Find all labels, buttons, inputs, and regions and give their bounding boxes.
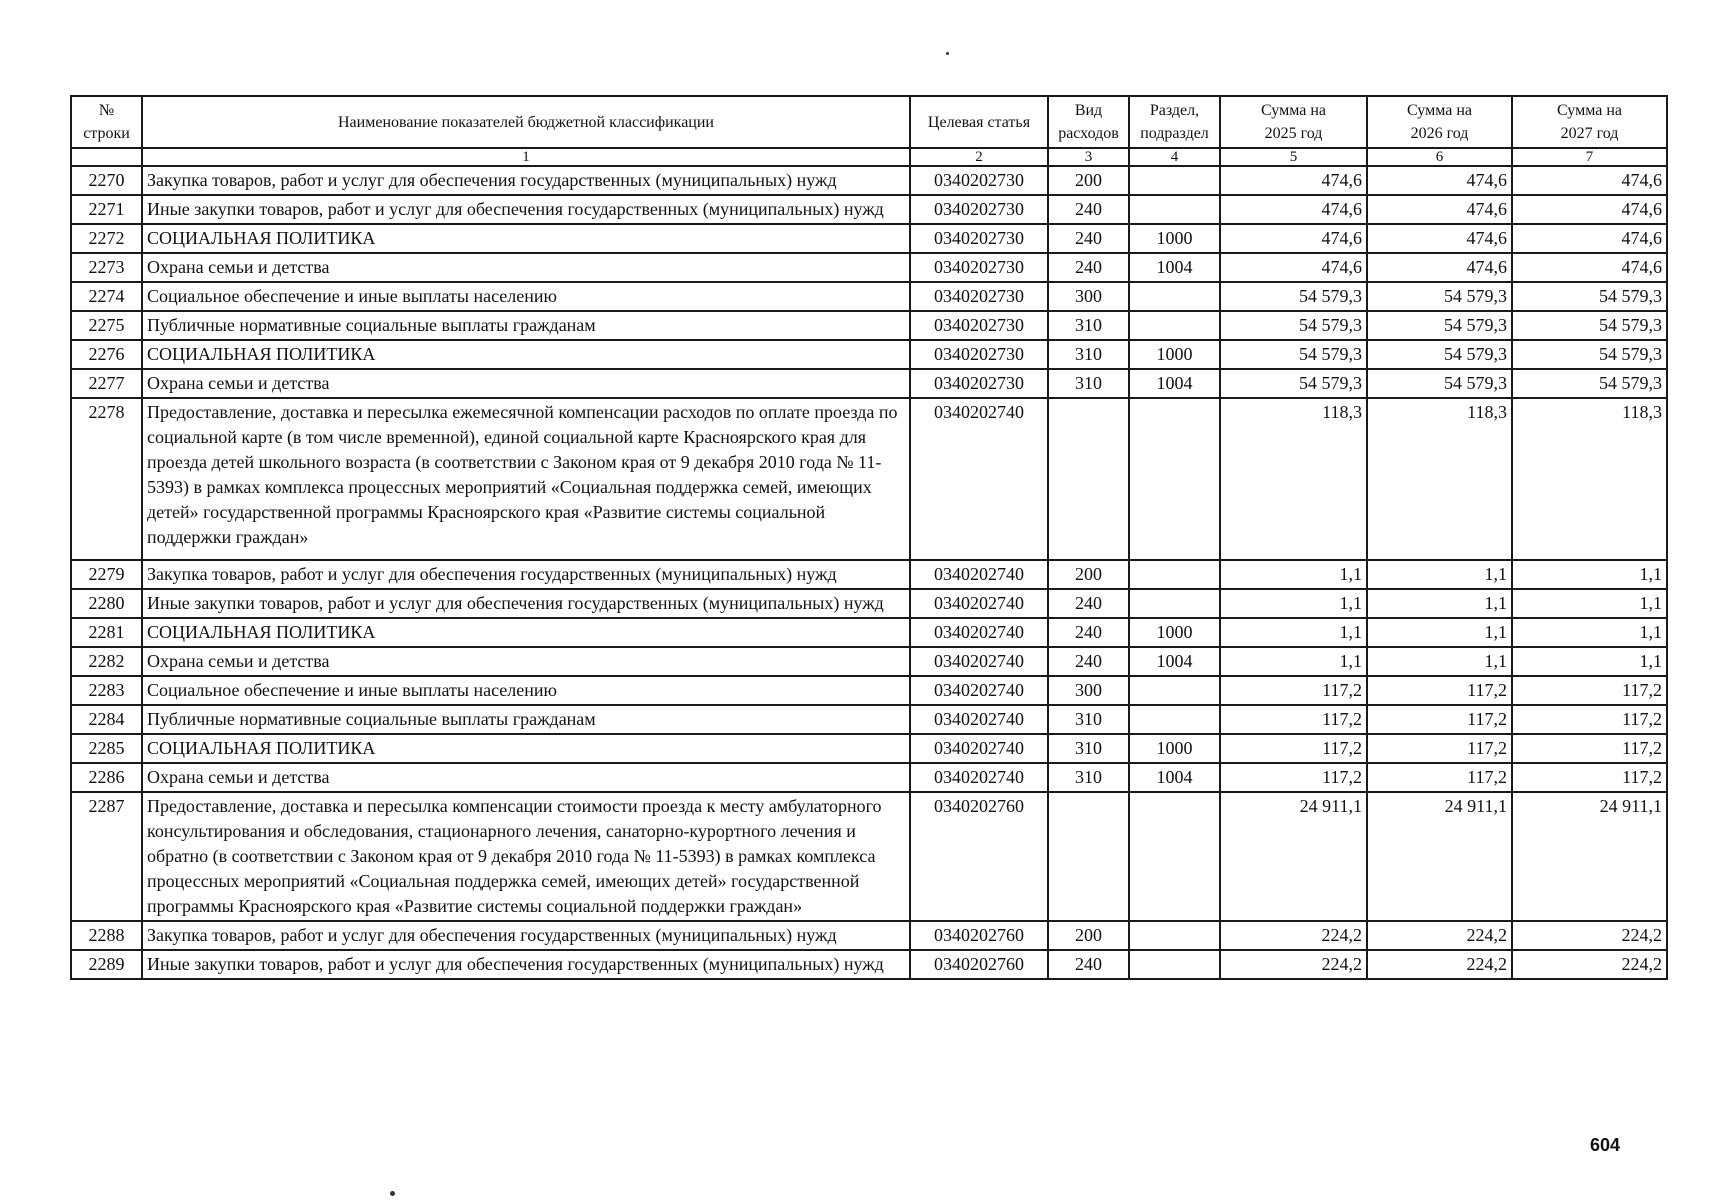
row-target-code: 0340202740	[910, 398, 1048, 560]
row-section: 1000	[1129, 734, 1220, 763]
table-row	[71, 589, 1667, 618]
row-expense-type: 240	[1048, 950, 1129, 979]
row-sum-2026: 474,6	[1367, 253, 1512, 282]
row-sum-2027: 54 579,3	[1512, 340, 1667, 369]
row-number: 2279	[71, 560, 142, 589]
row-section: 1004	[1129, 253, 1220, 282]
row-section	[1129, 282, 1220, 311]
row-name: Иные закупки товаров, работ и услуг для обеспечения государственных (муниципальных) нужд	[142, 950, 910, 979]
row-number: 2277	[71, 369, 142, 398]
header-type: Вид расходов	[1048, 96, 1129, 148]
row-sum-2025: 117,2	[1220, 705, 1367, 734]
row-sum-2026: 54 579,3	[1367, 340, 1512, 369]
row-expense-type: 240	[1048, 253, 1129, 282]
row-sum-2027: 474,6	[1512, 253, 1667, 282]
column-number: 6	[1367, 148, 1512, 166]
row-name: Закупка товаров, работ и услуг для обеспечения государственных (муниципальных) нужд	[142, 560, 910, 589]
row-sum-2026: 474,6	[1367, 166, 1512, 195]
header-target: Целевая статья	[910, 96, 1048, 148]
header-section: Раздел, подраздел	[1129, 96, 1220, 148]
row-sum-2027: 24 911,1	[1512, 792, 1667, 921]
row-sum-2027: 1,1	[1512, 647, 1667, 676]
row-sum-2026: 1,1	[1367, 589, 1512, 618]
row-target-code: 0340202730	[910, 340, 1048, 369]
row-sum-2027: 224,2	[1512, 921, 1667, 950]
row-sum-2025: 118,3	[1220, 398, 1367, 560]
row-sum-2026: 224,2	[1367, 950, 1512, 979]
row-number: 2287	[71, 792, 142, 921]
row-expense-type: 300	[1048, 282, 1129, 311]
row-name: Публичные нормативные социальные выплаты гражданам	[142, 705, 910, 734]
table-row	[71, 398, 1667, 560]
budget-table	[70, 95, 1668, 980]
row-target-code: 0340202740	[910, 734, 1048, 763]
scan-speck	[390, 1191, 395, 1196]
row-section	[1129, 398, 1220, 560]
row-name: Охрана семьи и детства	[142, 369, 910, 398]
row-sum-2025: 474,6	[1220, 166, 1367, 195]
row-name: СОЦИАЛЬНАЯ ПОЛИТИКА	[142, 734, 910, 763]
row-expense-type: 300	[1048, 676, 1129, 705]
row-section	[1129, 950, 1220, 979]
row-expense-type: 240	[1048, 224, 1129, 253]
row-section	[1129, 195, 1220, 224]
row-sum-2025: 1,1	[1220, 560, 1367, 589]
row-expense-type: 240	[1048, 589, 1129, 618]
row-expense-type: 200	[1048, 166, 1129, 195]
row-sum-2027: 54 579,3	[1512, 282, 1667, 311]
row-sum-2025: 54 579,3	[1220, 282, 1367, 311]
row-target-code: 0340202740	[910, 647, 1048, 676]
row-sum-2026: 1,1	[1367, 560, 1512, 589]
row-target-code: 0340202730	[910, 253, 1048, 282]
row-sum-2025: 24 911,1	[1220, 792, 1367, 921]
row-target-code: 0340202740	[910, 618, 1048, 647]
row-number: 2278	[71, 398, 142, 560]
row-name: Иные закупки товаров, работ и услуг для обеспечения государственных (муниципальных) нужд	[142, 195, 910, 224]
row-sum-2025: 1,1	[1220, 647, 1367, 676]
row-sum-2027: 1,1	[1512, 618, 1667, 647]
row-sum-2025: 1,1	[1220, 618, 1367, 647]
row-target-code: 0340202760	[910, 921, 1048, 950]
row-target-code: 0340202730	[910, 224, 1048, 253]
row-number: 2283	[71, 676, 142, 705]
row-sum-2027: 117,2	[1512, 734, 1667, 763]
table-body	[71, 166, 1667, 979]
row-sum-2027: 1,1	[1512, 589, 1667, 618]
row-sum-2025: 117,2	[1220, 676, 1367, 705]
row-target-code: 0340202730	[910, 195, 1048, 224]
row-section: 1004	[1129, 647, 1220, 676]
row-target-code: 0340202740	[910, 560, 1048, 589]
column-number: 5	[1220, 148, 1367, 166]
table-row	[71, 763, 1667, 792]
header-row-no: № строки	[71, 96, 142, 148]
row-section: 1000	[1129, 340, 1220, 369]
row-name: Охрана семьи и детства	[142, 253, 910, 282]
row-sum-2027: 118,3	[1512, 398, 1667, 560]
row-section	[1129, 676, 1220, 705]
row-sum-2025: 54 579,3	[1220, 311, 1367, 340]
column-number: 4	[1129, 148, 1220, 166]
row-name: Закупка товаров, работ и услуг для обеспечения государственных (муниципальных) нужд	[142, 166, 910, 195]
row-sum-2027: 474,6	[1512, 195, 1667, 224]
row-target-code: 0340202760	[910, 950, 1048, 979]
row-name: СОЦИАЛЬНАЯ ПОЛИТИКА	[142, 340, 910, 369]
table-row	[71, 792, 1667, 921]
row-sum-2026: 474,6	[1367, 224, 1512, 253]
row-expense-type: 200	[1048, 921, 1129, 950]
row-section	[1129, 560, 1220, 589]
row-sum-2026: 474,6	[1367, 195, 1512, 224]
row-number: 2270	[71, 166, 142, 195]
row-section	[1129, 705, 1220, 734]
row-target-code: 0340202740	[910, 705, 1048, 734]
column-number-row	[71, 148, 1667, 166]
table-row	[71, 340, 1667, 369]
row-name: Охрана семьи и детства	[142, 763, 910, 792]
row-section: 1004	[1129, 369, 1220, 398]
table-row	[71, 253, 1667, 282]
table-row	[71, 950, 1667, 979]
row-expense-type	[1048, 792, 1129, 921]
row-number: 2286	[71, 763, 142, 792]
row-sum-2027: 54 579,3	[1512, 369, 1667, 398]
column-number: 7	[1512, 148, 1667, 166]
row-sum-2026: 118,3	[1367, 398, 1512, 560]
table-row	[71, 705, 1667, 734]
row-expense-type: 240	[1048, 618, 1129, 647]
row-name: Охрана семьи и детства	[142, 647, 910, 676]
row-sum-2026: 1,1	[1367, 618, 1512, 647]
row-expense-type: 240	[1048, 195, 1129, 224]
row-sum-2027: 117,2	[1512, 705, 1667, 734]
row-sum-2025: 224,2	[1220, 921, 1367, 950]
table-row	[71, 195, 1667, 224]
row-number: 2288	[71, 921, 142, 950]
row-sum-2027: 224,2	[1512, 950, 1667, 979]
row-name: Социальное обеспечение и иные выплаты населению	[142, 282, 910, 311]
row-number: 2284	[71, 705, 142, 734]
header-name: Наименование показателей бюджетной классификации	[142, 96, 910, 148]
row-target-code: 0340202740	[910, 589, 1048, 618]
row-number: 2272	[71, 224, 142, 253]
row-sum-2026: 54 579,3	[1367, 282, 1512, 311]
table-row	[71, 676, 1667, 705]
row-expense-type	[1048, 398, 1129, 560]
row-target-code: 0340202730	[910, 166, 1048, 195]
row-target-code: 0340202760	[910, 792, 1048, 921]
row-number: 2274	[71, 282, 142, 311]
row-section	[1129, 166, 1220, 195]
row-sum-2026: 1,1	[1367, 647, 1512, 676]
row-sum-2026: 24 911,1	[1367, 792, 1512, 921]
table-row	[71, 734, 1667, 763]
row-sum-2027: 1,1	[1512, 560, 1667, 589]
row-expense-type: 200	[1048, 560, 1129, 589]
row-sum-2025: 117,2	[1220, 734, 1367, 763]
row-expense-type: 310	[1048, 734, 1129, 763]
table-row	[71, 166, 1667, 195]
row-sum-2025: 54 579,3	[1220, 369, 1367, 398]
row-expense-type: 310	[1048, 369, 1129, 398]
row-sum-2025: 1,1	[1220, 589, 1367, 618]
row-number: 2281	[71, 618, 142, 647]
row-target-code: 0340202730	[910, 369, 1048, 398]
row-name: Социальное обеспечение и иные выплаты населению	[142, 676, 910, 705]
row-expense-type: 310	[1048, 311, 1129, 340]
row-sum-2025: 474,6	[1220, 253, 1367, 282]
row-name: Иные закупки товаров, работ и услуг для обеспечения государственных (муниципальных) нужд	[142, 589, 910, 618]
row-name: СОЦИАЛЬНАЯ ПОЛИТИКА	[142, 224, 910, 253]
row-number: 2271	[71, 195, 142, 224]
row-number: 2289	[71, 950, 142, 979]
column-number: 1	[142, 148, 910, 166]
row-number: 2285	[71, 734, 142, 763]
row-sum-2026: 54 579,3	[1367, 311, 1512, 340]
row-sum-2027: 117,2	[1512, 676, 1667, 705]
row-sum-2025: 54 579,3	[1220, 340, 1367, 369]
row-name: СОЦИАЛЬНАЯ ПОЛИТИКА	[142, 618, 910, 647]
row-number: 2273	[71, 253, 142, 282]
header-sum-2027: Сумма на 2027 год	[1512, 96, 1667, 148]
row-name: Предоставление, доставка и пересылка компенсации стоимости проезда к месту амбулаторного консультирования и обследования, стационарного лечения, санаторно-курортного лечения и обратно (в соответствии с Законом края от 9 декабря 2010 года № 11-5393) в рамках комплекса процессных мероприятий «Социальная поддержка семей, имеющих детей» государственной программы Красноярского края «Развитие системы социальной поддержки граждан»	[142, 792, 910, 921]
header-row	[71, 96, 1667, 148]
row-number: 2276	[71, 340, 142, 369]
row-sum-2027: 474,6	[1512, 166, 1667, 195]
column-number-blank	[71, 148, 142, 166]
table-row	[71, 311, 1667, 340]
row-expense-type: 310	[1048, 705, 1129, 734]
row-sum-2025: 474,6	[1220, 195, 1367, 224]
table-row	[71, 921, 1667, 950]
column-number: 3	[1048, 148, 1129, 166]
table-row	[71, 560, 1667, 589]
row-number: 2275	[71, 311, 142, 340]
table-row	[71, 224, 1667, 253]
row-target-code: 0340202740	[910, 676, 1048, 705]
column-number: 2	[910, 148, 1048, 166]
row-expense-type: 240	[1048, 647, 1129, 676]
row-name: Закупка товаров, работ и услуг для обеспечения государственных (муниципальных) нужд	[142, 921, 910, 950]
row-section: 1000	[1129, 224, 1220, 253]
row-number: 2282	[71, 647, 142, 676]
row-section: 1004	[1129, 763, 1220, 792]
row-section: 1000	[1129, 618, 1220, 647]
header-sum-2025: Сумма на 2025 год	[1220, 96, 1367, 148]
row-expense-type: 310	[1048, 763, 1129, 792]
row-expense-type: 310	[1048, 340, 1129, 369]
row-number: 2280	[71, 589, 142, 618]
row-section	[1129, 792, 1220, 921]
row-sum-2027: 474,6	[1512, 224, 1667, 253]
row-sum-2027: 117,2	[1512, 763, 1667, 792]
row-sum-2025: 474,6	[1220, 224, 1367, 253]
row-sum-2026: 224,2	[1367, 921, 1512, 950]
row-target-code: 0340202730	[910, 282, 1048, 311]
row-section	[1129, 589, 1220, 618]
row-sum-2027: 54 579,3	[1512, 311, 1667, 340]
row-sum-2026: 117,2	[1367, 763, 1512, 792]
row-name: Предоставление, доставка и пересылка ежемесячной компенсации расходов по оплате проезда по социальной карте (в том числе временной), единой социальной карте Красноярского края для проезда детей школьного возраста (в соответствии с Законом края от 9 декабря 2010 года № 11-5393) в рамках комплекса процессных мероприятий «Социальная поддержка семей, имеющих детей» государственной программы Красноярского края «Развитие системы социальной поддержки граждан»	[142, 398, 910, 560]
row-sum-2025: 117,2	[1220, 763, 1367, 792]
row-sum-2026: 117,2	[1367, 676, 1512, 705]
page-number: 604	[1590, 1135, 1621, 1155]
scan-speck	[946, 52, 949, 55]
row-sum-2025: 224,2	[1220, 950, 1367, 979]
table-row	[71, 369, 1667, 398]
table-row	[71, 282, 1667, 311]
row-target-code: 0340202740	[910, 763, 1048, 792]
row-sum-2026: 54 579,3	[1367, 369, 1512, 398]
row-sum-2026: 117,2	[1367, 705, 1512, 734]
header-sum-2026: Сумма на 2026 год	[1367, 96, 1512, 148]
table-row	[71, 647, 1667, 676]
row-section	[1129, 311, 1220, 340]
row-name: Публичные нормативные социальные выплаты гражданам	[142, 311, 910, 340]
row-section	[1129, 921, 1220, 950]
table-row	[71, 618, 1667, 647]
row-target-code: 0340202730	[910, 311, 1048, 340]
row-sum-2026: 117,2	[1367, 734, 1512, 763]
